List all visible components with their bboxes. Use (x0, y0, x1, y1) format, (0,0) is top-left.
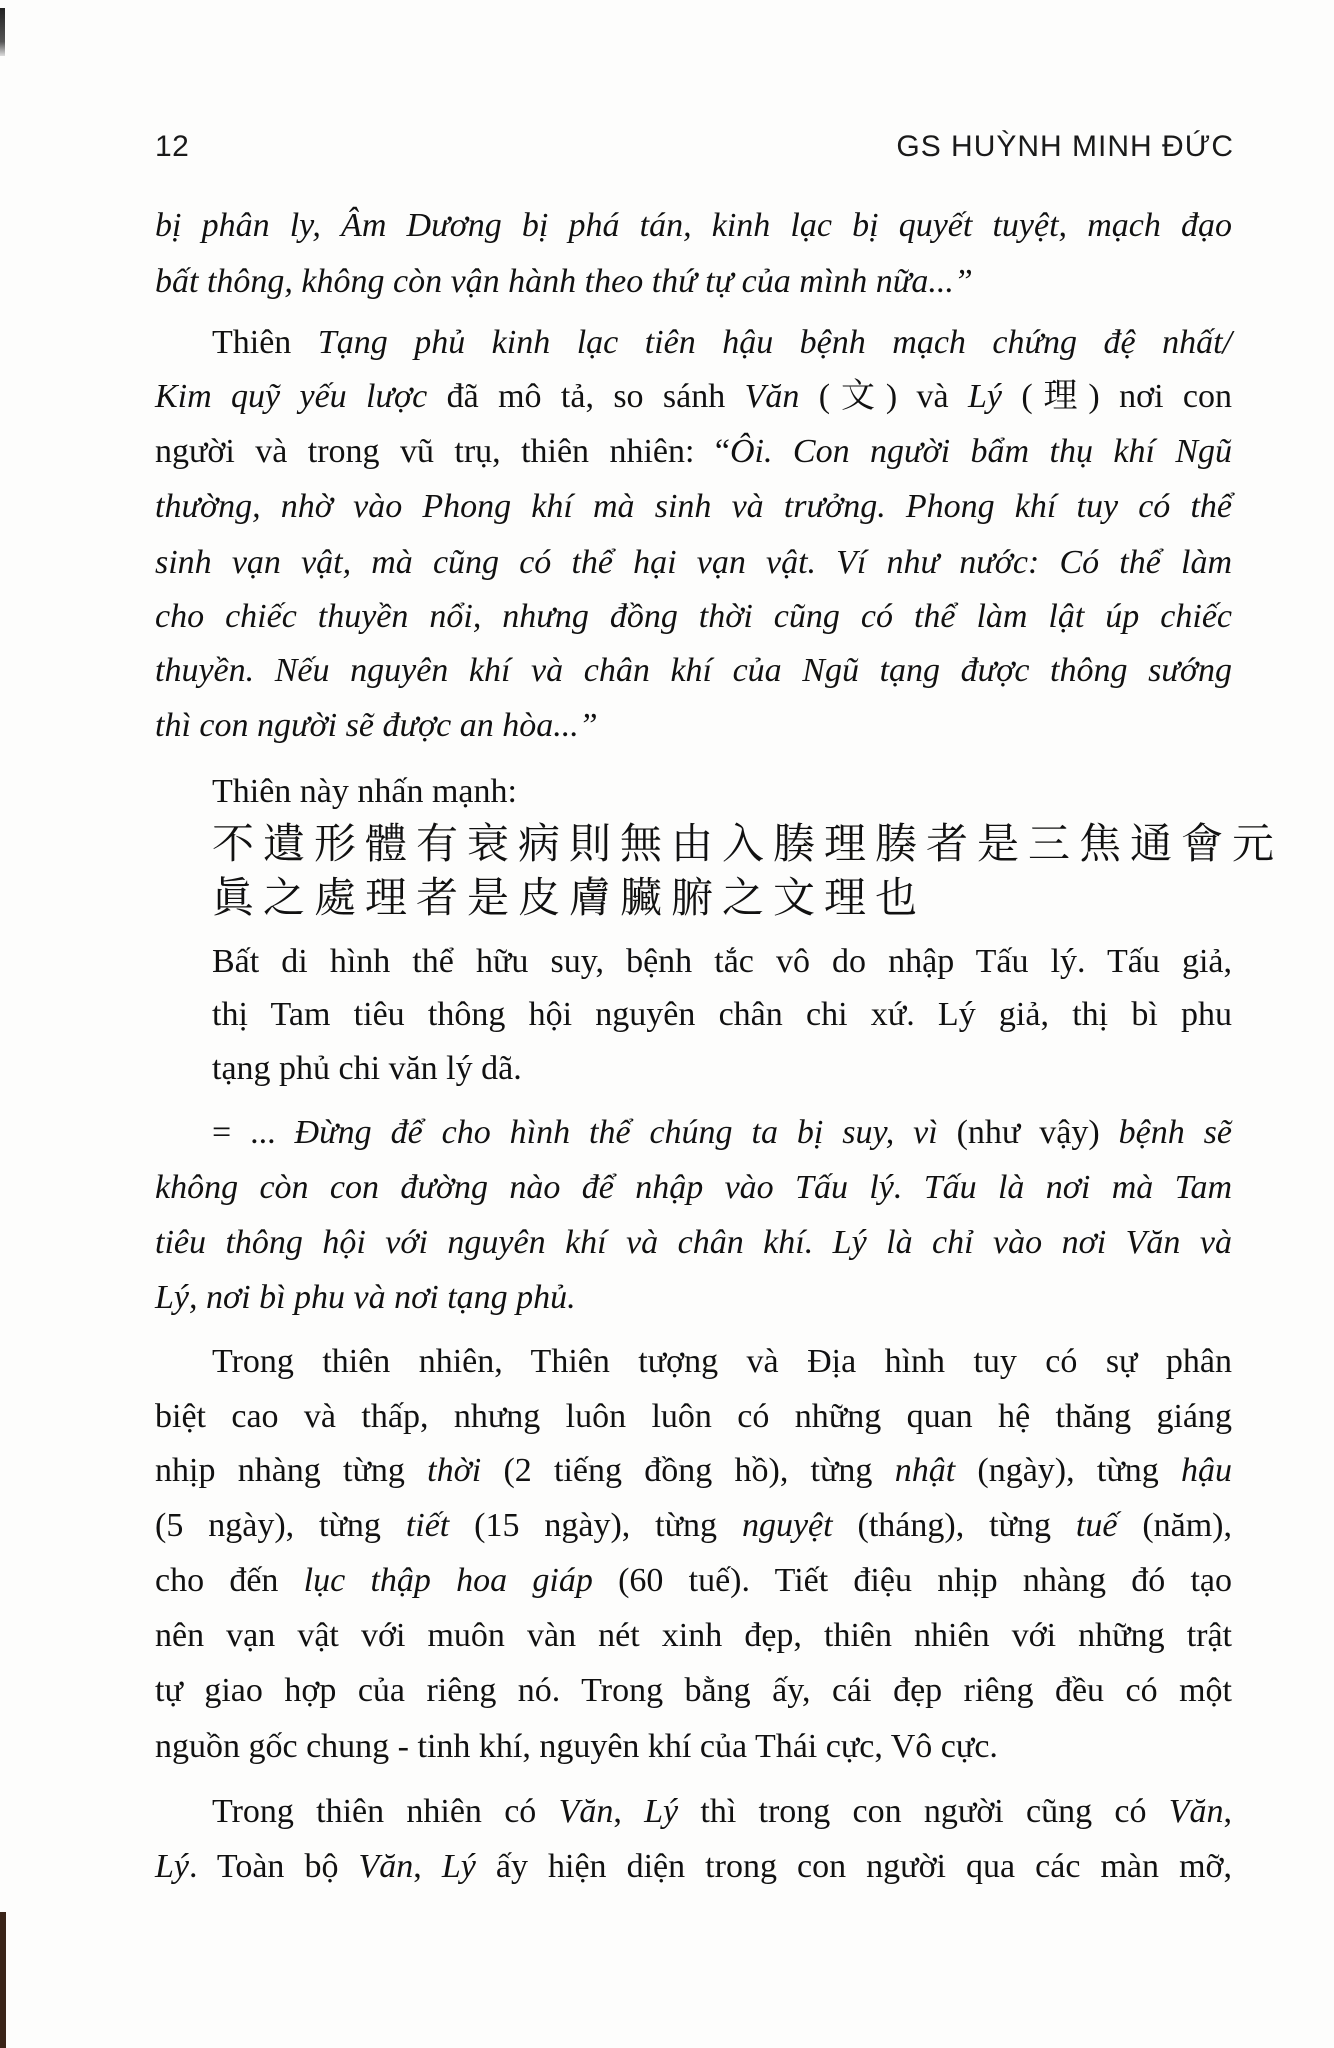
text-segment: = ... (212, 1114, 295, 1151)
text-line (155, 1272, 1232, 1324)
italic-text-segment: Ôi. Con người bẩm thụ khí Ngũ (729, 433, 1232, 470)
text-line (155, 481, 1232, 533)
text-segment: tự giao hợp của riêng nó. Trong bằng ấy, cái đẹp riêng đều có một (155, 1672, 1232, 1709)
italic-text-segment: không còn con đường nào để nhập vào Tấu lý. Tấu là nơi mà Tam (155, 1169, 1232, 1206)
text-line (212, 936, 1232, 988)
italic-text-segment: Văn (1168, 1793, 1224, 1830)
text-segment: Bất di hình thể hữu suy, bệnh tắc vô do nhập Tấu lý. Tấu giả, (212, 943, 1232, 980)
italic-text-segment: Kim quỹ yếu lược (155, 378, 428, 415)
italic-text-segment: bị phân ly, Âm Dương bị phá tán, kinh lạc bị quyết tuyệt, mạch đạo (155, 207, 1232, 244)
italic-text-segment: bất thông, không còn vận hành theo thứ tự của mình nữa...” (155, 263, 973, 300)
text-line (155, 1162, 1232, 1214)
text-segment: thị Tam tiêu thông hội nguyên chân chi xứ. Lý giả, thị bì phu (212, 996, 1232, 1033)
italic-text-segment: Văn (744, 378, 800, 415)
text-segment: 眞之處理者是皮膚臟腑之文理也 (212, 873, 927, 922)
text-line (155, 256, 1232, 308)
italic-text-segment: Lý (441, 1848, 476, 1885)
text-segment: Thiên này nhấn mạnh: (212, 773, 517, 810)
text-segment: (60 tuế). Tiết điệu nhịp nhàng đó tạo (592, 1562, 1232, 1599)
italic-text-segment: Đừng để cho hình thể chúng ta bị suy, vì (294, 1114, 957, 1151)
classical-chinese-line (212, 872, 1232, 924)
italic-text-segment: sinh vạn vật, mà cũng có thể hại vạn vật. Ví như nước: Có thể làm (155, 544, 1232, 581)
text-segment: nhịp nhàng từng (155, 1452, 428, 1489)
italic-text-segment: Lý, nơi bì phu và nơi tạng phủ. (155, 1279, 576, 1316)
text-segment: , (1223, 1793, 1233, 1830)
italic-text-segment: Văn (358, 1848, 414, 1885)
italic-text-segment: thời (427, 1452, 482, 1489)
text-segment: (5 ngày), từng (155, 1507, 406, 1544)
text-segment: (2 tiếng đồng hồ), từng (481, 1452, 895, 1489)
text-segment: thì trong con người cũng có (678, 1793, 1169, 1830)
text-line (155, 200, 1232, 252)
page-edge-shadow-top (0, 8, 5, 56)
book-cover-edge (0, 1912, 6, 2048)
italic-text-segment: nhật (894, 1452, 956, 1489)
text-line (155, 1841, 1232, 1893)
running-head-author: GS HUỲNH MINH ĐỨC (896, 130, 1234, 163)
italic-text-segment: thì con người sẽ được an hòa...” (155, 707, 598, 744)
italic-text-segment: lục thập hoa giáp (303, 1562, 593, 1599)
page-header (155, 124, 1234, 172)
text-segment: đã mô tả, so sánh (427, 378, 745, 415)
text-segment: (năm), (1117, 1507, 1233, 1544)
text-segment: (ngày), từng (955, 1452, 1181, 1489)
text-segment: ấy hiện diện trong con người qua các màn mỡ, (475, 1848, 1232, 1885)
text-segment: (15 ngày), từng (449, 1507, 742, 1544)
text-segment: nên vạn vật với muôn vàn nét xinh đẹp, thiên nhiên với những trật (155, 1617, 1232, 1654)
text-line (212, 1043, 1232, 1095)
text-segment: , (613, 1793, 645, 1830)
text-line (155, 1721, 1232, 1773)
text-segment: (như vậy) (956, 1114, 1119, 1151)
text-segment: . Toàn bộ (189, 1848, 359, 1885)
text-line (155, 1665, 1232, 1717)
italic-text-segment: nguyệt (741, 1507, 833, 1544)
text-segment: Trong thiên nhiên có (212, 1793, 559, 1830)
italic-text-segment: Tạng phủ kinh lạc tiên hậu bệnh mạch chứng đệ nhất/ (317, 324, 1232, 361)
italic-text-segment: bệnh sẽ (1118, 1114, 1232, 1151)
text-line (212, 1107, 1232, 1159)
text-line (155, 1500, 1232, 1552)
italic-text-segment: hậu (1181, 1452, 1232, 1489)
text-line (212, 989, 1232, 1041)
text-segment: 不遺形體有衰病則無由入腠理腠者是三焦通會元 (212, 819, 1284, 868)
text-line (155, 1217, 1232, 1269)
text-line (155, 1391, 1232, 1443)
italic-text-segment: tuế (1075, 1507, 1118, 1544)
italic-text-segment: tiết (405, 1507, 450, 1544)
text-segment: cho đến (155, 1562, 304, 1599)
italic-text-segment: thường, nhờ vào Phong khí mà sinh và trưởng. Phong khí tuy có thể (155, 488, 1232, 525)
text-line (212, 1336, 1232, 1388)
italic-text-segment: thuyền. Nếu nguyên khí và chân khí của Ngũ tạng được thông sướng (155, 652, 1232, 689)
text-line (212, 317, 1232, 369)
italic-text-segment: Văn (558, 1793, 614, 1830)
text-line (155, 371, 1232, 423)
text-segment: biệt cao và thấp, nhưng luôn luôn có những quan hệ thăng giáng (155, 1398, 1232, 1435)
text-segment: (文) và (799, 378, 968, 415)
text-line (155, 591, 1232, 643)
text-line (155, 700, 1232, 752)
text-segment: , (413, 1848, 442, 1885)
text-segment: tạng phủ chi văn lý dã. (212, 1050, 522, 1087)
italic-text-segment: Lý (155, 1848, 189, 1885)
text-line (212, 766, 1232, 818)
text-line (212, 1786, 1232, 1838)
text-line (155, 1610, 1232, 1662)
italic-text-segment: tiêu thông hội với nguyên khí và chân khí. Lý là chỉ vào nơi Văn và (155, 1224, 1232, 1261)
text-segment: nguồn gốc chung - tinh khí, nguyên khí của Thái cực, Vô cực. (155, 1728, 998, 1765)
text-segment: (理) nơi con (1001, 378, 1232, 415)
text-segment: người và trong vũ trụ, thiên nhiên: “ (155, 433, 730, 470)
text-line (155, 645, 1232, 697)
classical-chinese-line (212, 818, 1284, 870)
text-line (155, 426, 1232, 478)
text-line (155, 1445, 1232, 1497)
page-number: 12 (155, 130, 190, 163)
text-segment: Trong thiên nhiên, Thiên tượng và Địa hình tuy có sự phân (212, 1343, 1232, 1380)
text-segment: (tháng), từng (832, 1507, 1076, 1544)
italic-text-segment: Lý (967, 378, 1002, 415)
text-line (155, 1555, 1232, 1607)
text-line (155, 537, 1232, 589)
italic-text-segment: Lý (644, 1793, 679, 1830)
text-segment: Thiên (212, 324, 318, 361)
italic-text-segment: cho chiếc thuyền nổi, nhưng đồng thời cũng có thể làm lật úp chiếc (155, 598, 1232, 635)
